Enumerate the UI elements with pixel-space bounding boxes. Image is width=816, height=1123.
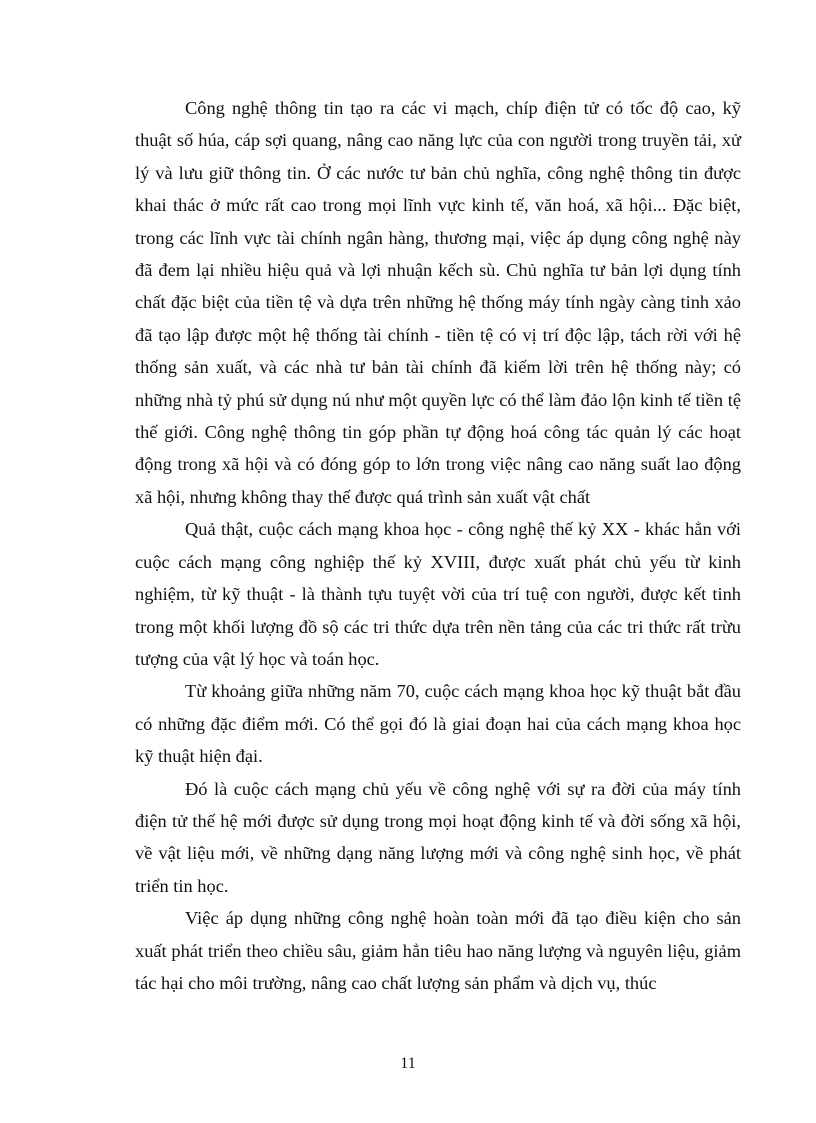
paragraph-3: Từ khoảng giữa những năm 70, cuộc cách mạng khoa học kỹ thuật bắt đầu có những đặc điểm mới. Có thể gọi đó là giai đoạn hai của cách mạng khoa học kỹ thuật hiện đại. xyxy=(135,681,741,767)
page-number: 11 xyxy=(400,1055,416,1072)
body-text xyxy=(135,92,741,999)
paragraph-1: Công nghệ thông tin tạo ra các vi mạch, chíp điện tử có tốc độ cao, kỹ thuật số húa, cáp sợi quang, nâng cao năng lực của con người trong truyền tải, xử lý và lưu giữ thông tin. Ở các nước tư bản chủ nghĩa, công nghệ thông tin được khai thác ở mức rất cao trong mọi lĩnh vực kinh tế, văn hoá, xã hội... Đặc biệt, trong các lĩnh vực tài chính ngân hàng, thương mại, việc áp dụng công nghệ này đã đem lại nhiều hiệu quả và lợi nhuận kếch sù. Chủ nghĩa tư bản lợi dụng tính chất đặc biệt của tiền tệ và dựa trên những hệ thống máy tính ngày càng tinh xảo đã tạo lập được một hệ thống tài chính - tiền tệ có vị trí độc lập, tách rời với hệ thống sản xuất, và các nhà tư bản tài chính đã kiếm lời trên hệ thống này; có những nhà tỷ phú sử dụng nú như một quyền lực có thể làm đảo lộn kinh tế tiền tệ thế giới. Công nghệ thông tin góp phần tự động hoá công tác quản lý các hoạt động trong xã hội và có đóng góp to lớn trong việc nâng cao năng suất lao động xã hội, nhưng không thay thế được quá trình sản xuất vật chất xyxy=(135,98,741,507)
paragraph-4: Đó là cuộc cách mạng chủ yếu về công nghệ với sự ra đời của máy tính điện tử thế hệ mới được sử dụng trong mọi hoạt động kinh tế và đời sống xã hội, về vật liệu mới, về những dạng năng lượng mới và công nghệ sinh học, về phát triển tin học. xyxy=(135,778,741,896)
paragraph-5: Việc áp dụng những công nghệ hoàn toàn mới đã tạo điều kiện cho sản xuất phát triển theo chiều sâu, giảm hẳn tiêu hao năng lượng và nguyên liệu, giảm tác hại cho môi trường, nâng cao chất lượng sản phẩm và dịch vụ, thúc xyxy=(135,908,741,993)
paragraph-2: Quả thật, cuộc cách mạng khoa học - công nghệ thế kỷ XX - khác hẳn với cuộc cách mạng công nghiệp thế kỷ XVIII, được xuất phát chủ yếu từ kinh nghiệm, từ kỹ thuật - là thành tựu tuyệt vời của trí tuệ con người, được kết tinh trong một khối lượng đồ sộ các tri thức dựa trên nền tảng của các tri thức rất trừu tượng của vật lý học và toán học. xyxy=(135,519,741,669)
